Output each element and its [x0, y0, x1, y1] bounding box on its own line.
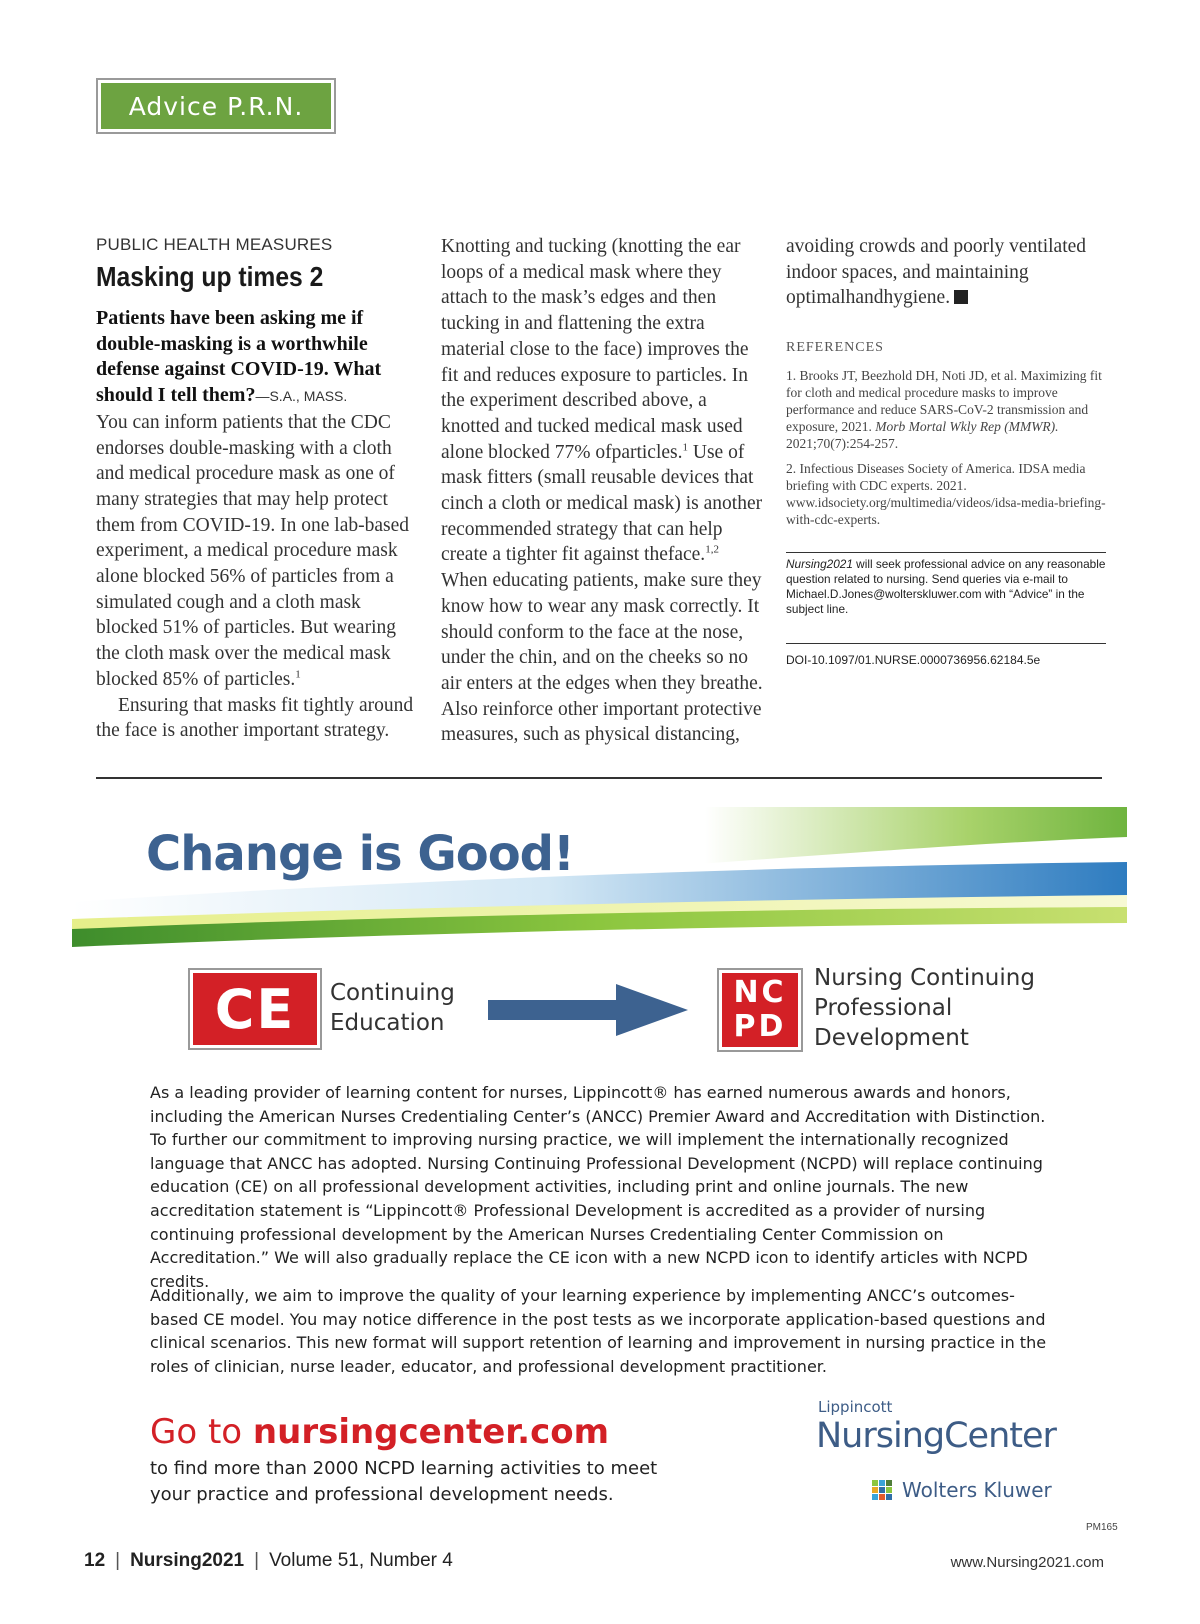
reader-question: [96, 306, 416, 410]
lippincott-wordmark: Lippincott: [818, 1398, 893, 1416]
ncpd-logo-line-1: NC: [733, 975, 787, 1010]
submission-note: [786, 552, 1106, 617]
footer-separator: |: [115, 1550, 121, 1571]
answer-paragraph-2-text-cont: Knotting and tucking (knotting the ear loops of a medical mask where they attach to the mask’s edges and then tucking in and flattening the extra material close to the face) improves the fit and reduces exposure to particles. In the experiment described above, a knotted and tucked medical mask used alone blocked 77% ofparticles.: [441, 236, 749, 463]
article-column-3-body: [786, 234, 1106, 311]
section-badge: [96, 78, 336, 134]
ncpd-label: [814, 963, 1035, 1053]
answer-paragraph-1-text: You can inform patients that the CDC endorses double-masking with a cloth and medical procedure mask as one of many strategies that may help protect them from COVID-19. In one lab-based experiment, a medical procedure mask alone blocked 56% of particles from a simulated cough and a cloth mask blocked 51% of particles. But wearing the cloth mask over the medical mask blocked 85% of particles.: [96, 411, 409, 690]
reference-1-text: 1. Brooks JT, Beezhold DH, Noti JD, et al. Maximizing fit for cloth and medical procedure masks to improve performance and reduce SARS-CoV-2 transmission and exposure, 2021.: [786, 367, 1102, 434]
reference-1-tail: 2021;70(7):254-257.: [786, 435, 899, 451]
wolters-kluwer-label: Wolters Kluwer: [902, 1478, 1052, 1502]
ce-logo-text: CE: [193, 973, 317, 1045]
page-number: 12: [84, 1550, 106, 1571]
nursingcenter-logo: NursingCenter: [816, 1416, 1056, 1456]
answer-paragraph-2: [96, 693, 416, 744]
goto-prefix: Go to: [150, 1412, 253, 1452]
footer-magazine: Nursing2021: [130, 1550, 245, 1571]
page-footer: [84, 1550, 453, 1572]
arrow-right-icon: [488, 982, 688, 1038]
citation-1b: 1: [682, 441, 688, 454]
ce-label-line-2: Education: [330, 1010, 445, 1036]
answer-paragraph-1: [96, 410, 416, 693]
wolters-kluwer-icon: [868, 1476, 896, 1504]
footer-separator-2: |: [254, 1550, 260, 1571]
ce-logo: [188, 968, 322, 1050]
article-kicker: PUBLIC HEALTH MEASURES: [96, 235, 333, 254]
question-text: Patients have been asking me if double-masking is a worthwhile defense against COVID-19. What should I tell them?: [96, 307, 382, 407]
note-text: will seek professional advice on any reasonable question related to nursing. Send queries via e-mail to Michael.D.Jones@wolterskluwer.com with “Advice” in the subject line.: [786, 556, 1106, 616]
ad-code: PM165: [1086, 1522, 1118, 1533]
article-column-3: [786, 234, 1106, 674]
reference-2: 2. Infectious Diseases Society of America. IDSA media briefing with CDC experts. 2021. www.idsociety.org/multimedia/videos/idsa-media-briefing-with-cdc-experts.: [786, 460, 1106, 527]
reference-1-journal: Morb Mortal Wkly Rep (MMWR).: [875, 418, 1059, 434]
ad-paragraph-2: Additionally, we aim to improve the quality of your learning experience by implementing ANCC’s outcomes-based CE model. You may notice difference in the post tests as we incorporate application-based questions and clinical scenarios. This new format will support retention of learning and improvement in nursing practice in the roles of clinician, nurse leader, educator, and professional development practitioner.: [150, 1286, 1047, 1376]
citation-1-2: 1,2: [705, 543, 719, 556]
ce-label-line-1: Continuing: [330, 980, 455, 1006]
answer-paragraph-3-text-cont-cont: avoiding crowds and poorly ventilated indoor spaces, and maintaining optimalhandhygiene.: [786, 236, 1087, 309]
question-attribution: —S.A., MASS.: [255, 388, 348, 405]
ad-headline: Change is Good!: [146, 826, 574, 882]
goto-subtext: to find more than 2000 NCPD learning activities to meet your practice and professional development needs.: [150, 1458, 658, 1505]
article-headline: Masking up times 2: [96, 261, 324, 292]
section-divider: [96, 777, 1102, 779]
wolters-kluwer-logo: [868, 1475, 1052, 1505]
answer-paragraph-3-text: When: [441, 570, 488, 592]
answer-paragraph-3-text-cont: educating patients, make sure they know how to wear any mask correctly. It should conform to the face at the nose, under the chin, and on the cheeks so no air enters at the edges when they breathe. Also reinforce other important protective measures, such as physical distancing,: [441, 570, 763, 746]
ncpd-logo-text: [722, 973, 798, 1047]
end-mark-icon: [954, 290, 968, 304]
ce-label: [330, 978, 455, 1038]
answer-paragraph-2-cont: [441, 234, 766, 568]
footer-issue: Volume 51, Number 4: [269, 1550, 453, 1571]
article-column-1: [96, 234, 416, 744]
article-column-2: [441, 234, 766, 748]
goto-callout: [150, 1412, 609, 1452]
ncpd-logo: [717, 968, 803, 1052]
answer-paragraph-3-cont-cont: [786, 234, 1106, 311]
reference-1: [786, 367, 1106, 452]
section-badge-label: Advice P.R.N.: [101, 83, 331, 129]
footer-url[interactable]: www.Nursing2021.com: [950, 1554, 1104, 1571]
ncpd-label-line-2: Professional: [814, 995, 953, 1021]
references-title: REFERENCES: [786, 340, 884, 356]
note-magazine: Nursing2021: [786, 556, 853, 571]
ncpd-label-line-3: Development: [814, 1025, 969, 1051]
goto-site-link[interactable]: nursingcenter.com: [252, 1412, 610, 1452]
citation-1: 1: [295, 668, 301, 681]
answer-paragraph-2-text: Ensuring that masks fit tightly around the face is another important strategy.: [96, 694, 414, 742]
answer-paragraph-3-cont: [441, 568, 766, 748]
ncpd-label-line-1: Nursing Continuing: [814, 965, 1035, 991]
ad-paragraph-1: As a leading provider of learning content for nurses, Lippincott® has earned numerous awards and honors, including the American Nurses Credentialing Center’s (ANCC) Premier Award and Accreditation with Distinction. To further our commitment to improving nursing practice, we will implement the internationally recognized language that ANCC has adopted. Nursing Continuing Professional Development (NCPD) will replace continuing education (CE) on all professional development activities, including print and online journals. The new accreditation statement is “Lippincott® Professional Development is accredited as a provider of nursing continuing professional development by the American Nurses Credentialing Center Commission on Accreditation.” We will also gradually replace the CE icon with a new NCPD icon to identify articles with NCPD credits.: [150, 1083, 1046, 1291]
answer-paragraph-2-text-b-cont: Use of mask fitters (small reusable devices that cinch a cloth or medical mask) is another recommended strategy that can help create a tighter fit against theface.: [441, 441, 763, 566]
ncpd-logo-line-2: PD: [733, 1009, 787, 1044]
doi: DOI-10.1097/01.NURSE.0000736956.62184.5e: [786, 643, 1106, 674]
